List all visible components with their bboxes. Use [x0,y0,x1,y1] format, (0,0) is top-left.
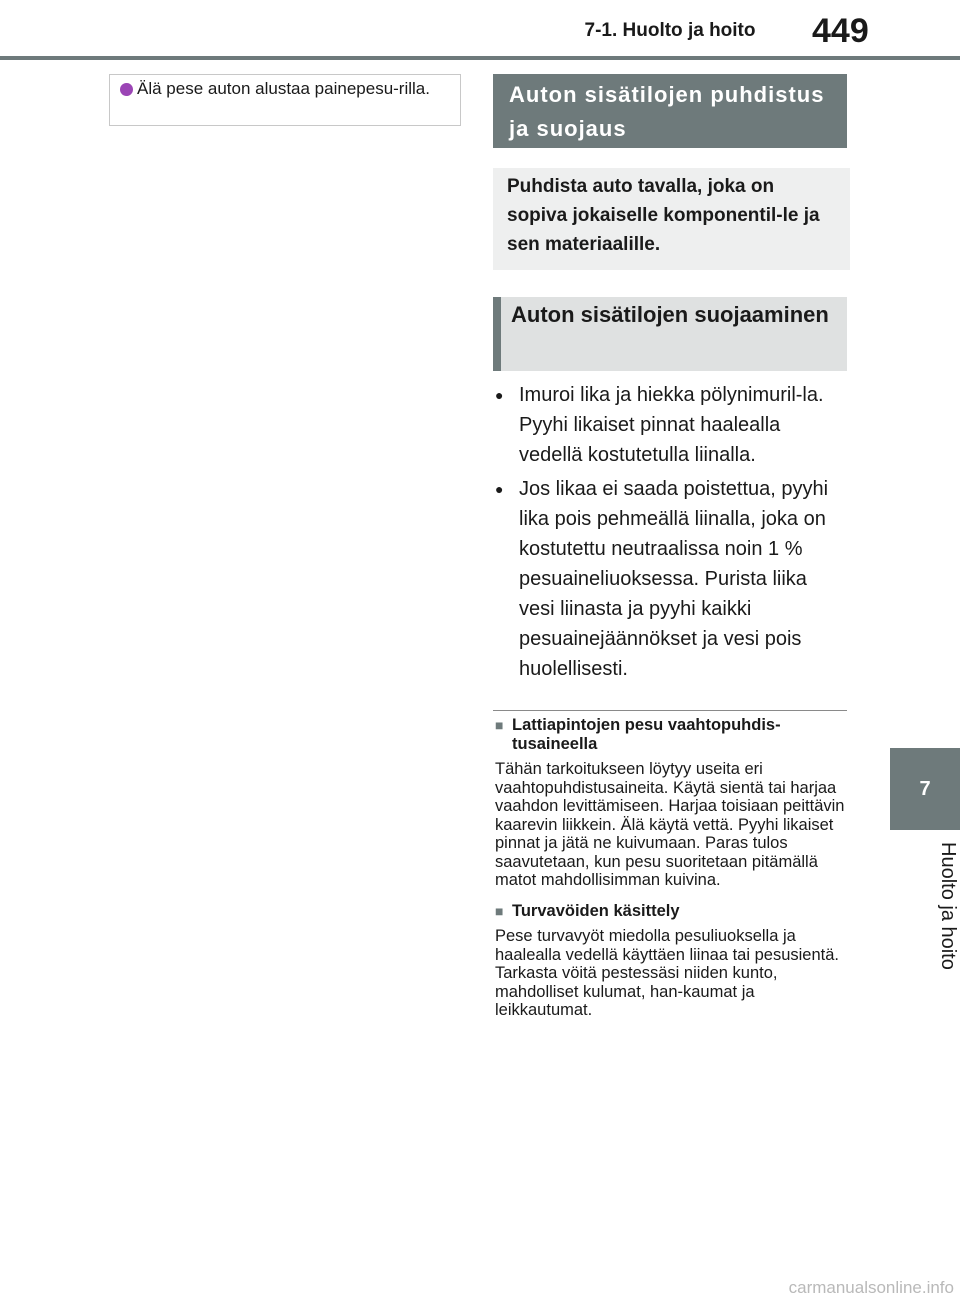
square-bullet-icon: ■ [495,902,504,919]
info-section [495,716,845,1032]
info-heading-text: Turvavöiden käsittely [512,901,680,920]
list-item [495,380,847,470]
bullet-text: Jos likaa ei saada poistettua, pyyhi lika pois pehmeällä liinalla, joka on kostutettu neutraalissa noin 1 % pesuaineliuoksessa. Purista liika vesi liinasta ja pyyhi kaikki pesuainejäännökset ja vesi pois huolellisesti. [519,478,829,680]
section-header: 7-1. Huolto ja hoito [584,20,756,41]
list-item [495,474,847,684]
chapter-title-vertical: Huolto ja hoito [937,842,959,970]
info-heading-text: Lattiapintojen pesu vaahtopuhdis-tusaineella [512,716,781,753]
page-number: 449 [812,12,869,50]
square-bullet-icon: ■ [495,717,504,733]
bullet-list [495,380,847,688]
bullet-icon: ● [495,387,504,403]
info-divider [493,710,847,711]
section-title: Auton sisätilojen puhdistus ja suojaus [493,74,847,148]
bullet-icon: ● [495,481,504,497]
bullet-text: Imuroi lika ja hiekka pölynimuril-la. Pyyhi likaiset pinnat haalealla vedellä kostutetulla liinalla. [519,384,824,466]
header-divider [0,56,960,60]
section-lead: Puhdista auto tavalla, joka on sopiva jokaiselle komponentil-le ja sen materiaalille. [493,168,850,270]
info-heading [495,902,845,921]
subsection-heading: Auton sisätilojen suojaaminen [493,297,847,371]
watermark: carmanualsonline.info [788,1278,954,1297]
note-text: Älä pese auton alustaa painepesu-rilla. [137,79,430,98]
chapter-tab: 7 [890,748,960,830]
bullet-dot-icon [120,83,133,96]
note-box [109,74,461,126]
info-body: Pese turvavyöt miedolla pesuliuoksella ja haalealla vedellä käyttäen liinaa tai pesusientä. Tarkasta vöitä pestessäsi niiden kunto, mahdolliset kulumat, han-kaumat ja leikkautumat. [495,927,839,1019]
info-body: Tähän tarkoitukseen löytyy useita eri vaahtopuhdistusaineita. Käytä sientä tai harjaa vaahdon levittämiseen. Harjaa toisiaan peittävin kaarevin liikkein. Älä käytä vettä. Pyyhi likaiset pinnat ja jätä ne kuivumaan. Paras tulos saavutetaan, kun pesu suoritetaan pitämällä matot mahdollisimman kuivina. [495,760,845,889]
info-heading [495,716,845,753]
